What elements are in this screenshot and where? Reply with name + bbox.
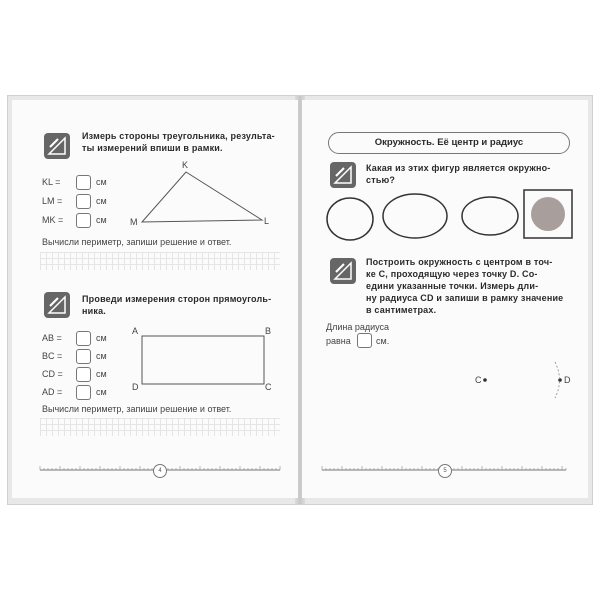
ad-unit: см xyxy=(96,387,107,397)
vertex-l: L xyxy=(264,216,270,226)
ab-label: AB = xyxy=(42,333,62,343)
radius-unit: см. xyxy=(376,336,390,346)
open-workbook xyxy=(8,96,592,504)
point-c: C xyxy=(475,375,482,385)
task2-instruction-line1: Проведи измерения сторон прямоуголь- xyxy=(82,294,272,304)
ab-unit: см xyxy=(96,333,107,343)
cd-label: CD = xyxy=(42,369,63,379)
cd-unit: см xyxy=(96,369,107,379)
task1-instruction-line2: ты измерений впиши в рамки. xyxy=(82,143,223,153)
radius-label-line2: равна xyxy=(326,336,351,346)
kl-label: KL = xyxy=(42,177,61,187)
circle-task-instruction-line2: стью? xyxy=(366,175,396,185)
mk-unit: см xyxy=(96,215,107,225)
radius-task-line5: в сантиметрах. xyxy=(366,305,437,315)
page-number: 4 xyxy=(153,464,167,478)
right-page xyxy=(302,100,588,498)
bottom-ruler xyxy=(302,100,588,498)
page-number: 5 xyxy=(438,464,452,478)
vertex-b: B xyxy=(265,326,272,336)
bottom-ruler xyxy=(12,100,298,498)
circle-task-instruction-line1: Какая из этих фигур является окружно- xyxy=(366,163,551,173)
vertex-k: K xyxy=(182,160,189,170)
vertex-c: C xyxy=(265,382,272,392)
lm-label: LM = xyxy=(42,196,63,206)
vertex-m: M xyxy=(130,217,138,227)
kl-unit: см xyxy=(96,177,107,187)
section-title: Окружность. Её центр и радиус xyxy=(328,132,570,154)
radius-task-line2: ке C, проходящую через точку D. Со- xyxy=(366,269,538,279)
task1-instruction-line1: Измерь стороны треугольника, результа- xyxy=(82,131,275,141)
radius-label-line1: Длина радиуса xyxy=(326,322,390,332)
bc-label: BC = xyxy=(42,351,63,361)
bc-unit: см xyxy=(96,351,107,361)
ad-label: AD = xyxy=(42,387,63,397)
radius-task-line4: ну радиуса CD и запиши в рамку значение xyxy=(366,293,564,303)
task1-footer: Вычисли периметр, запиши решение и ответ. xyxy=(42,237,232,247)
radius-task-line1: Построить окружность с центром в точ- xyxy=(366,257,553,267)
vertex-d: D xyxy=(132,382,139,392)
task2-footer: Вычисли периметр, запиши решение и ответ. xyxy=(42,404,232,414)
mk-label: MK = xyxy=(42,215,64,225)
lm-unit: см xyxy=(96,196,107,206)
radius-task-line3: едини указанные точки. Измерь дли- xyxy=(366,281,539,291)
vertex-a: A xyxy=(132,326,139,336)
left-page xyxy=(12,100,298,498)
point-d: D xyxy=(564,375,571,385)
task2-instruction-line2: ника. xyxy=(82,306,106,316)
